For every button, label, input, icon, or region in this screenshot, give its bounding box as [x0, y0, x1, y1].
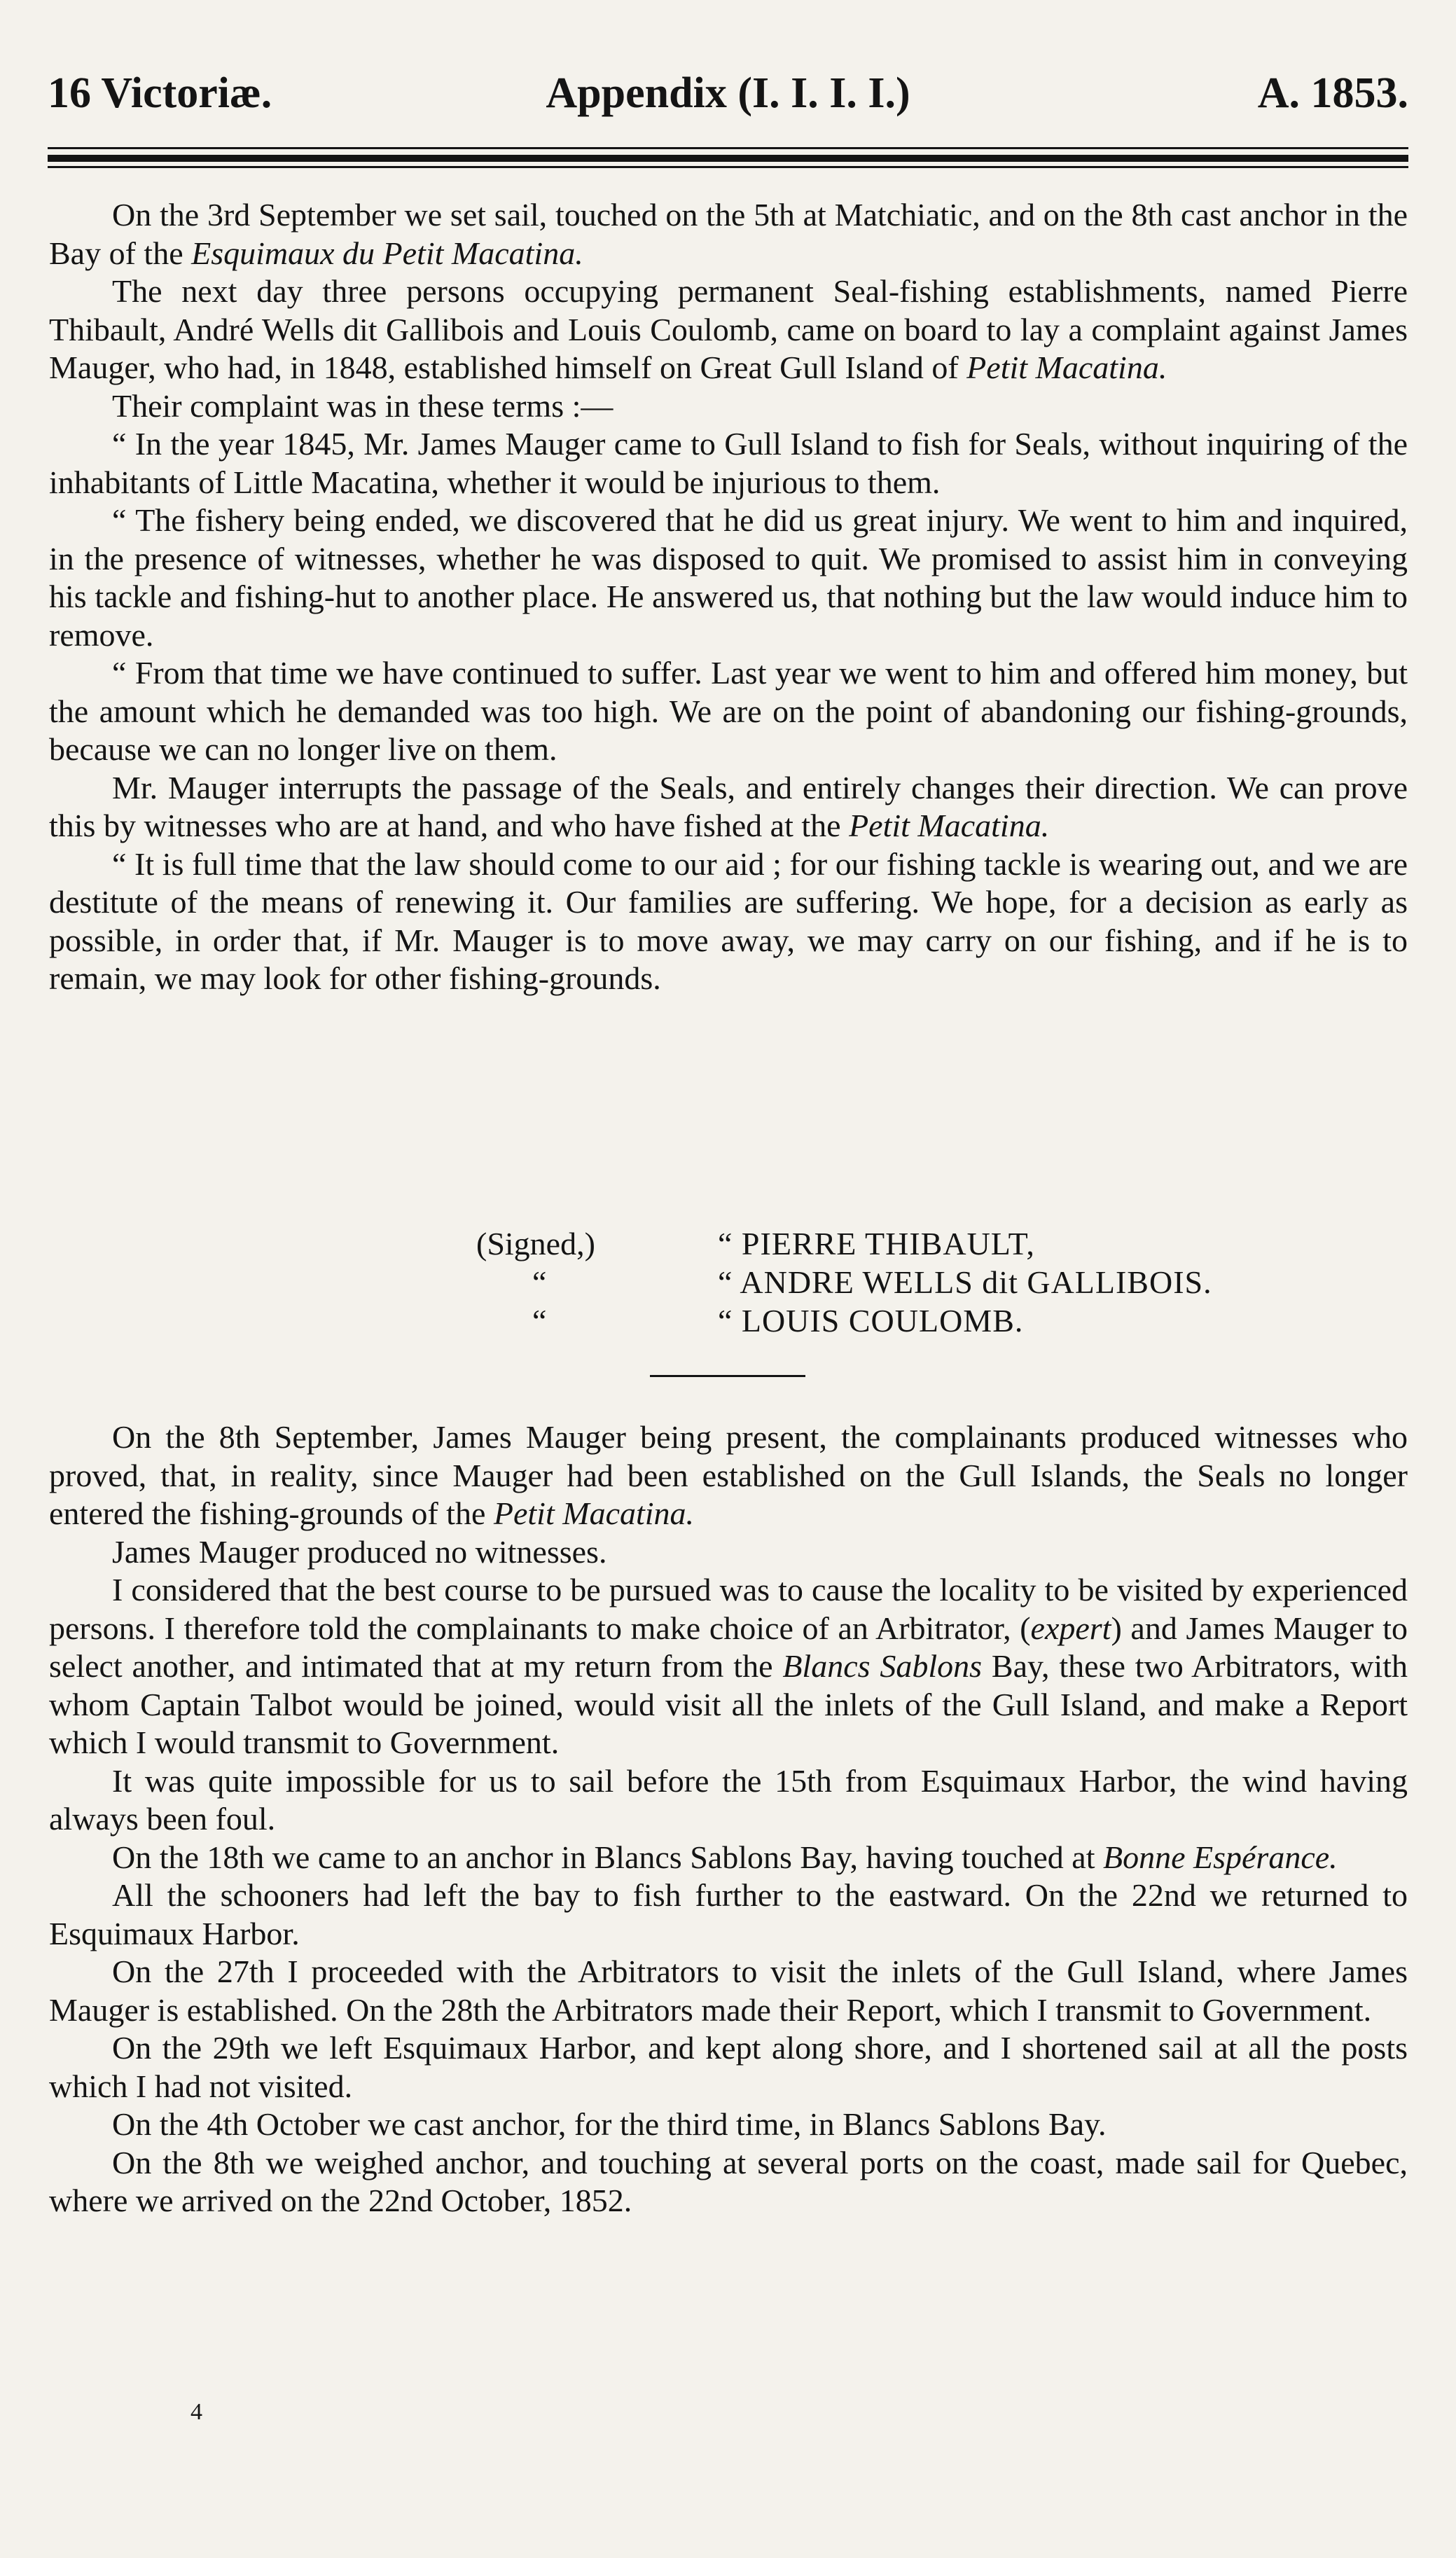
paragraph-text: James Mauger produced no witnesses. — [112, 1533, 607, 1570]
ditto-mark: “ — [532, 1264, 547, 1300]
body-text-before-signatures — [49, 196, 1408, 998]
paragraph — [49, 1762, 1408, 1839]
footnote-mark: 4 — [190, 2399, 202, 2425]
body-text-after-signatures — [49, 1418, 1408, 2220]
italic-text: expert — [1030, 1610, 1111, 1646]
header-rule-top — [48, 147, 1408, 149]
paragraph — [49, 502, 1408, 654]
paragraph — [49, 272, 1408, 387]
italic-text: Bonne Espérance. — [1103, 1839, 1338, 1875]
paragraph-text: ) and James Mauger to select another, and intimated that at my return from the — [49, 1610, 1408, 1684]
ditto-mark: “ — [532, 1303, 547, 1339]
appendix-title: Appendix (I. I. I. I.) — [546, 69, 910, 117]
paragraph-text: On the 3rd September we set sail, touched on the 5th at Matchiatic, and on the 8th cast anchor in the Bay of the — [49, 197, 1408, 271]
paragraph — [49, 845, 1408, 998]
paragraph-text: “ From that time we have continued to suffer. Last year we went to him and offered him money, but the amount which he demanded was too high. We are on the point of abandoning our fishing-grounds, because we can no longer live on them. — [49, 655, 1408, 767]
paragraph-text: I considered that the best course to be pursued was to cause the locality to be visited by experienced persons. I therefore told the complainants to make choice of an Arbitrator, ( — [49, 1572, 1408, 1646]
paragraph-text: The next day three persons occupying permanent Seal-fishing establishments, named Pierre Thibault, André Wells dit Gallibois and Louis Coulomb, came on board to lay a complaint against James Mauger, who had, in 1848, established himself on Great Gull Island of — [49, 273, 1408, 385]
paragraph-text: On the 4th October we cast anchor, for the third time, in Blancs Sablons Bay. — [112, 2106, 1107, 2142]
header-rule-bottom — [48, 166, 1408, 168]
signatory-name: “ ANDRE WELLS dit GALLIBOIS. — [718, 1264, 1212, 1300]
paragraph-text: On the 8th September, James Mauger being present, the complainants produced witnesses who proved, that, in reality, since Mauger had been established on the Gull Islands, the Seals no longer entered the fishing-grounds of the — [49, 1419, 1408, 1531]
paragraph — [49, 196, 1408, 272]
paragraph — [49, 1571, 1408, 1762]
italic-text: Blancs Sablons — [782, 1648, 983, 1684]
paragraph — [49, 425, 1408, 502]
paragraph-text: “ It is full time that the law should come to our aid ; for our fishing tackle is wearing out, and we are destitute of the means of renewing it. Our families are suffering. We hope, for a decision as early as possible, in order that, if Mr. Mauger is to move away, we may carry on our fishing, and if he is to remain, we may look for other fishing-grounds. — [49, 845, 1408, 996]
italic-text: Esquimaux du Petit Macatina. — [191, 235, 583, 271]
paragraph-text: Mr. Mauger interrupts the passage of the Seals, and entirely changes their direction. We can prove this by witnesses who are at hand, and who have fished at the — [49, 769, 1408, 843]
signatory-name: “ LOUIS COULOMB. — [718, 1303, 1024, 1339]
paragraph-text: Bay, these two Arbitrators, with whom Captain Talbot would be joined, would visit all the inlets of the Gull Island, and make a Report which I would transmit to Government. — [49, 1648, 1408, 1760]
italic-text: Petit Macatina. — [493, 1495, 695, 1531]
italic-text: Petit Macatina. — [849, 808, 1050, 843]
section-divider — [650, 1375, 805, 1377]
year-label: A. 1853. — [1257, 69, 1408, 117]
signature-row — [0, 1224, 1456, 1263]
header-rule-thick — [48, 155, 1408, 162]
signature-row — [0, 1263, 1456, 1301]
signature-row — [0, 1301, 1456, 1340]
paragraph — [49, 1533, 1408, 1572]
paragraph-text: Their complaint was in these terms :— — [112, 387, 613, 424]
paragraph — [49, 654, 1408, 769]
paragraph — [49, 769, 1408, 845]
paragraph-text: “ In the year 1845, Mr. James Mauger came to Gull Island to fish for Seals, without inquiring of the inhabitants of Little Macatina, whether it would be injurious to them. — [49, 426, 1408, 500]
session-label: 16 Victoriæ. — [48, 69, 272, 117]
paragraph — [49, 387, 1408, 426]
paragraph — [49, 1953, 1408, 2029]
signed-label: (Signed,) — [476, 1226, 595, 1261]
paragraph-text: On the 27th I proceeded with the Arbitrators to visit the inlets of the Gull Island, where James Mauger is established. On the 28th the Arbitrators made their Report, which I transmit to Government. — [49, 1954, 1408, 2028]
paragraph-text: On the 8th we weighed anchor, and touching at several ports on the coast, made sail for Quebec, where we arrived on the 22nd October, 1852. — [49, 2144, 1408, 2218]
paragraph — [49, 1876, 1408, 1953]
paragraph-text: On the 18th we came to an anchor in Blancs Sablons Bay, having touched at — [112, 1839, 1103, 1875]
paragraph-text: All the schooners had left the bay to fish further to the eastward. On the 22nd we returned to Esquimaux Harbor. — [49, 1877, 1408, 1951]
paragraph — [49, 2029, 1408, 2106]
signature-block — [0, 1224, 1456, 1340]
italic-text: Petit Macatina. — [966, 350, 1167, 385]
paragraph-text: On the 29th we left Esquimaux Harbor, and kept along shore, and I shortened sail at all the posts which I had not visited. — [49, 2030, 1408, 2104]
paragraph — [49, 1839, 1408, 1877]
paragraph — [49, 2144, 1408, 2220]
paragraph — [49, 2106, 1408, 2144]
signatory-name: “ PIERRE THIBAULT, — [718, 1226, 1035, 1261]
paragraph-text: It was quite impossible for us to sail before the 15th from Esquimaux Harbor, the wind having always been foul. — [49, 1762, 1408, 1837]
paragraph-text: “ The fishery being ended, we discovered that he did us great injury. We went to him and inquired, in the presence of witnesses, whether he was disposed to quit. We promised to assist him in conveying his tackle and fishing-hut to another place. He answered us, that nothing but the law would induce him to remove. — [49, 502, 1408, 653]
paragraph — [49, 1418, 1408, 1533]
page-header — [48, 62, 1408, 125]
